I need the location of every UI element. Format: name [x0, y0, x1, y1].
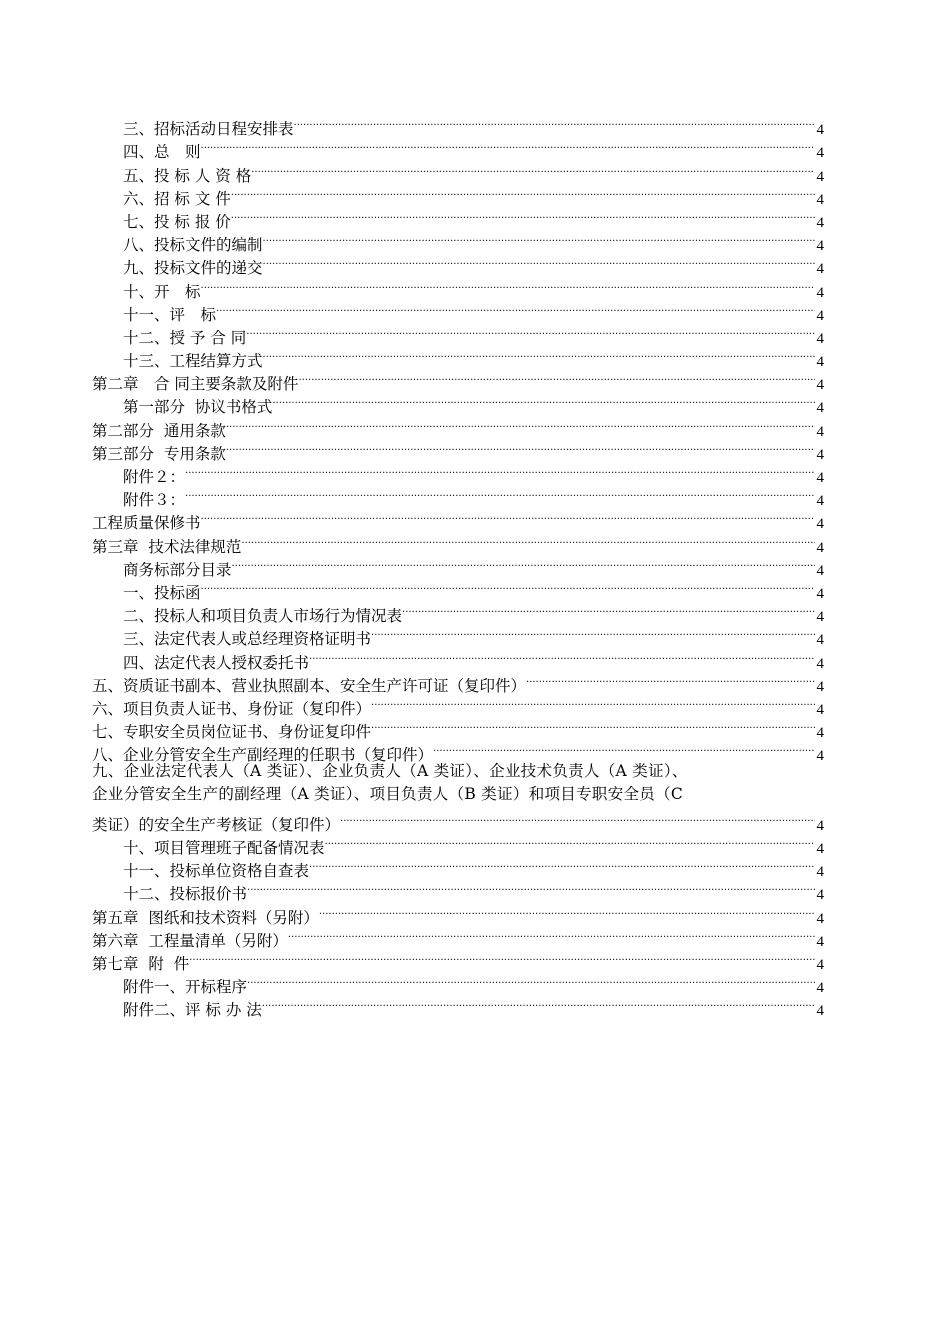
toc-leader-dots: [340, 807, 815, 830]
toc-entry-title: 商务标部分目录: [123, 560, 232, 579]
toc-page-number: 4: [816, 748, 824, 765]
toc-leader-dots: [262, 992, 815, 1015]
toc-leader-dots: [272, 389, 815, 412]
toc-leader-dots: [298, 366, 815, 389]
toc-page-number: 4: [816, 516, 824, 533]
toc-leader-dots: [263, 343, 815, 366]
toc-entry[interactable]: [92, 297, 824, 324]
toc-entry-title: 附件一、开标程序: [123, 978, 248, 997]
toc-leader-dots: [309, 644, 815, 667]
toc-page-number: 4: [816, 980, 824, 997]
toc-entry[interactable]: [92, 969, 824, 997]
toc-entry-title: 第二部分 通用条款: [92, 421, 226, 440]
toc-entry[interactable]: [92, 157, 824, 185]
toc-entry-title: 工程质量保修书: [92, 514, 201, 533]
toc-leader-dots: [294, 111, 815, 134]
toc-entry[interactable]: [92, 505, 824, 533]
toc-leader-dots: [309, 853, 815, 876]
toc-leader-dots: [226, 436, 815, 459]
toc-leader-dots: [226, 412, 815, 435]
toc-page-number: 4: [816, 122, 824, 139]
toc-entry-title: 一、投标函: [123, 583, 201, 602]
toc-entry[interactable]: [92, 575, 824, 602]
toc-entry-title: 十二、投标报价书: [123, 885, 248, 904]
toc-leader-dots: [247, 969, 815, 992]
toc-page-number: 4: [816, 817, 824, 834]
toc-leader-dots: [325, 830, 815, 853]
toc-page-number: 4: [816, 284, 824, 301]
toc-leader-dots: [231, 181, 815, 204]
toc-page-number: 4: [816, 933, 824, 950]
toc-leader-dots: [319, 899, 815, 922]
toc-entry-title: 附件二、评 标 办 法: [123, 1001, 262, 1020]
toc-page-number: 4: [816, 956, 824, 973]
toc-leader-dots: [247, 876, 815, 899]
toc-leader-dots: [201, 505, 815, 528]
toc-entry-title: 第三部分 专用条款: [92, 444, 226, 463]
toc-page-number: 4: [816, 261, 824, 278]
toc-entry-title: 九、投标文件的递交: [123, 259, 263, 278]
toc-entry-title: 附件３：: [123, 491, 186, 510]
toc-entry[interactable]: [92, 273, 824, 301]
toc-entry-title: 第六章 工程量清单（另附）: [92, 931, 288, 950]
toc-entry-title: 十二、授 予 合 同: [123, 328, 247, 347]
toc-entry-title-line3: 类证）的安全生产考核证（复印件）: [92, 815, 341, 834]
toc-entry[interactable]: [92, 459, 824, 486]
toc-leader-dots: [371, 691, 815, 714]
toc-entry-title: 第七章 附 件: [92, 954, 190, 973]
toc-page-number: 4: [816, 655, 824, 672]
toc-entry-final-line: [92, 807, 824, 834]
toc-page-number: 4: [816, 446, 824, 463]
toc-page-number: 4: [816, 1003, 824, 1020]
toc-entry[interactable]: [92, 598, 824, 626]
toc-leader-dots: [201, 134, 815, 157]
toc-entry-title: 第二章 合 同主要条款及附件: [92, 375, 299, 394]
toc-page-number: 4: [816, 470, 824, 486]
toc-leader-dots: [251, 157, 815, 180]
toc-entry[interactable]: [92, 946, 824, 973]
toc-page-number: 4: [816, 400, 824, 417]
toc-entry-title: 附件２：: [123, 468, 186, 486]
toc-entry-title-line2: 企业分管安全生产的副经理（A 类证）、项目负责人（B 类证）和项目专职安全员（C: [92, 785, 684, 804]
toc-leader-dots: [241, 528, 815, 551]
toc-page-number: 4: [816, 238, 824, 255]
toc-entry[interactable]: [92, 528, 824, 556]
toc-page-number: 4: [816, 841, 824, 857]
toc-entry[interactable]: [92, 482, 824, 510]
toc-entry-title: 六、项目负责人证书、身份证（复印件）: [92, 699, 372, 718]
toc-page-number: 4: [816, 214, 824, 231]
toc-page-number: 4: [816, 887, 824, 904]
toc-entry-title: 八、投标文件的编制: [123, 236, 263, 255]
toc-entry-title: 六、招 标 文 件: [123, 189, 231, 208]
toc-entry-multiline[interactable]: [92, 760, 824, 834]
toc-leader-dots: [231, 204, 815, 227]
toc-page-number: 4: [816, 145, 824, 162]
toc-leader-dots: [201, 273, 815, 296]
toc-leader-dots: [201, 575, 815, 598]
toc-page-number: 4: [816, 354, 824, 371]
toc-page-number: 4: [816, 910, 824, 927]
toc-entry-title: 第三章 技术法律规范: [92, 537, 242, 556]
toc-page-number: 4: [816, 725, 824, 742]
toc-entry-title: 三、法定代表人或总经理资格证明书: [123, 630, 372, 649]
toc-entry-title: 十一、评 标: [123, 305, 217, 324]
toc-entry-title: 四、法定代表人授权委托书: [123, 653, 310, 672]
toc-leader-dots: [189, 946, 815, 969]
toc-leader-dots: [185, 482, 815, 505]
toc-entry-title: 七、投 标 报 价: [123, 212, 231, 231]
toc-page-number: 4: [816, 701, 824, 718]
toc-entry-title: 十三、工程结算方式: [123, 352, 263, 371]
toc-leader-dots: [216, 297, 815, 320]
toc-entry-title: 五、资质证书副本、营业执照副本、安全生产许可证（复印件）: [92, 676, 527, 695]
toc-leader-dots: [246, 320, 815, 343]
toc-entry-title: 十一、投标单位资格自查表: [123, 862, 310, 881]
toc-page-number: 4: [816, 330, 824, 347]
toc-entry-title: 十、开 标: [123, 282, 201, 301]
toc-leader-dots: [263, 227, 815, 250]
toc-entry-title: 五、投 标 人 资 格: [123, 166, 252, 185]
toc-leader-dots: [371, 714, 815, 737]
toc-page-number: 4: [816, 562, 824, 579]
table-of-contents: [92, 111, 824, 1020]
toc-page-number: 4: [816, 191, 824, 208]
toc-page-number: 4: [816, 168, 824, 185]
toc-page-number: 4: [816, 585, 824, 602]
toc-page-number: 4: [816, 423, 824, 440]
toc-leader-dots: [185, 459, 815, 482]
toc-leader-dots: [263, 250, 815, 273]
toc-page-number: 4: [816, 377, 824, 394]
toc-entry-title: 三、招标活动日程安排表: [123, 120, 294, 139]
toc-page-number: 4: [816, 493, 824, 510]
toc-entry-title: 七、专职安全员岗位证书、身份证复印件: [92, 723, 372, 742]
toc-entry[interactable]: [92, 134, 824, 162]
toc-page-number: 4: [816, 864, 824, 881]
toc-entry-title: 十、项目管理班子配备情况表: [123, 839, 325, 857]
toc-entry-title-line1: 九、企业法定代表人（A 类证）、企业负责人（A 类证）、企业技术负责人（A 类证）、: [92, 762, 688, 781]
toc-page-number: 4: [816, 609, 824, 626]
toc-leader-dots: [288, 923, 815, 946]
toc-page-number: 4: [816, 678, 824, 695]
toc-entry[interactable]: [92, 111, 824, 139]
toc-entry-title: 第五章 图纸和技术资料（另附）: [92, 908, 319, 927]
toc-entry-title: 八、企业分管安全生产副经理的任职书（复印件）: [92, 746, 434, 765]
toc-leader-dots: [232, 552, 815, 575]
toc-leader-dots: [402, 598, 815, 621]
toc-entry-title: 第一部分 协议书格式: [123, 398, 273, 417]
toc-leader-dots: [433, 737, 815, 760]
toc-page-number: 4: [816, 632, 824, 649]
toc-entry-title: 二、投标人和项目负责人市场行为情况表: [123, 607, 403, 626]
toc-entry-title: 四、总 则: [123, 143, 201, 162]
toc-leader-dots: [526, 668, 815, 691]
toc-page-number: 4: [816, 539, 824, 556]
toc-leader-dots: [371, 621, 815, 644]
toc-page-number: 4: [816, 307, 824, 324]
